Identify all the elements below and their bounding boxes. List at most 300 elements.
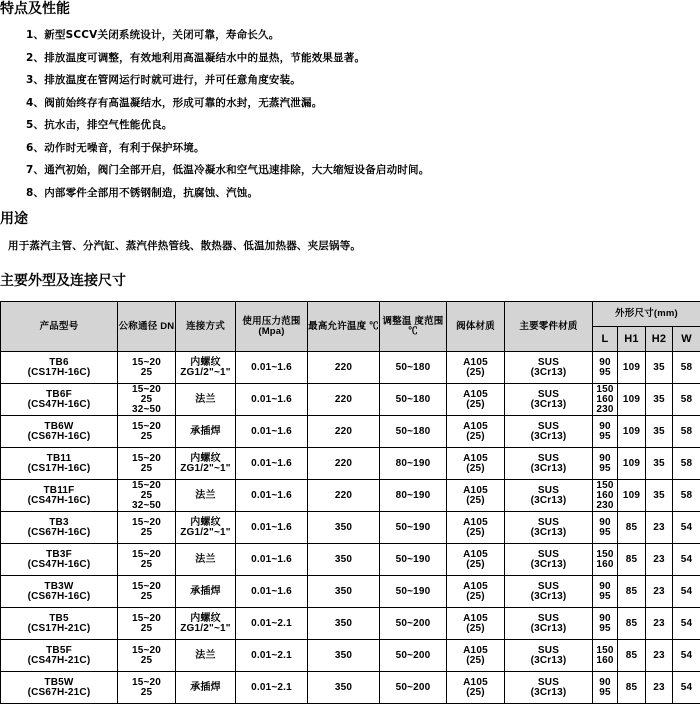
dn-cell-line: 25 (140, 430, 153, 442)
dn-cell-line: 15~20 (131, 612, 162, 624)
header-model: 产品型号 (1, 302, 118, 352)
parts-material-cell-line: SUS (537, 356, 560, 368)
l-cell-line: 95 (599, 526, 611, 538)
h1-cell: 109 (618, 416, 646, 448)
model-cell-line: TB3W (44, 580, 74, 592)
parts-material-cell-line: (3Cr13) (530, 462, 567, 474)
l-cell (593, 608, 618, 640)
feature-item: 6、动作时无噪音，有利于保护环境。 (26, 141, 205, 154)
body-material-cell (447, 352, 505, 384)
h2-cell: 35 (646, 352, 673, 384)
max-temp-cell: 350 (308, 640, 380, 672)
model-cell-line: (CS17H-16C) (27, 366, 91, 378)
parts-material-cell (505, 544, 593, 576)
adj-temp-cell: 50~190 (380, 512, 447, 544)
adj-temp-cell: 50~180 (380, 384, 447, 416)
max-temp-cell: 350 (308, 608, 380, 640)
w-cell: 58 (673, 416, 700, 448)
l-cell-line: 150 (596, 548, 614, 560)
parts-material-cell (505, 384, 593, 416)
model-cell (1, 416, 118, 448)
l-cell (593, 384, 618, 416)
parts-material-cell-line: (3Cr13) (530, 366, 567, 378)
connection-cell-line: 内螺纹 (190, 452, 221, 464)
dn-cell-line: 15~20 (131, 383, 162, 395)
pressure-cell: 0.01~2.1 (236, 672, 308, 704)
max-temp-cell: 350 (308, 672, 380, 704)
l-cell-line: 150 (596, 644, 614, 656)
dn-cell-line: 25 (140, 366, 153, 378)
model-cell-line: TB11 (46, 452, 72, 464)
max-temp-cell: 350 (308, 512, 380, 544)
l-cell-line: 90 (599, 356, 611, 368)
dn-cell (118, 576, 176, 608)
table-row (1, 640, 700, 672)
usage-title: 用途 (0, 211, 28, 227)
body-material-cell-line: (25) (466, 558, 485, 570)
header-parts-material: 主要零件材质 (505, 302, 593, 352)
body-material-cell-line: A105 (463, 676, 488, 688)
body-material-cell-line: A105 (463, 516, 488, 528)
model-cell-line: TB5F (46, 644, 72, 656)
dn-cell-line: 15~20 (131, 479, 162, 491)
parts-material-cell-line: (3Cr13) (530, 526, 567, 538)
h2-cell: 23 (646, 512, 673, 544)
l-cell-line: 95 (599, 622, 611, 634)
connection-cell (176, 640, 236, 672)
model-cell-line: (CS67H-16C) (27, 590, 91, 602)
model-cell-line: TB6W (44, 420, 74, 432)
model-cell-line: (CS47H-16C) (27, 494, 91, 506)
body-material-cell-line: (25) (466, 526, 485, 538)
body-material-cell (447, 672, 505, 704)
pressure-cell: 0.01~1.6 (236, 384, 308, 416)
body-material-cell (447, 384, 505, 416)
connection-cell (176, 544, 236, 576)
pressure-cell: 0.01~2.1 (236, 608, 308, 640)
connection-cell-line: ZG1/2"~1" (180, 526, 231, 538)
dn-cell (118, 608, 176, 640)
dn-cell-line: 15~20 (131, 356, 162, 368)
model-cell (1, 384, 118, 416)
connection-cell-line: 内螺纹 (190, 516, 221, 528)
header-adj-temp: 调整温 度范围 ℃ (380, 302, 447, 352)
body-material-cell-line: A105 (463, 644, 488, 656)
model-cell (1, 352, 118, 384)
w-cell: 58 (673, 384, 700, 416)
adj-temp-cell: 50~180 (380, 416, 447, 448)
dn-cell-line: 32~50 (131, 403, 162, 415)
spec-table (0, 301, 700, 704)
model-cell (1, 544, 118, 576)
body-material-cell-line: A105 (463, 612, 488, 624)
max-temp-cell: 220 (308, 448, 380, 480)
adj-temp-cell: 80~190 (380, 480, 447, 512)
connection-cell-line: ZG1/2"~1" (180, 462, 231, 474)
parts-material-cell-line: (3Cr13) (530, 622, 567, 634)
pressure-cell: 0.01~1.6 (236, 352, 308, 384)
h1-cell: 109 (618, 384, 646, 416)
spec-table-body (1, 352, 700, 704)
body-material-cell-line: (25) (466, 654, 485, 666)
feature-item: 3、排放温度在管网运行时就可进行，并可任意角度安装。 (26, 74, 302, 86)
model-cell-line: TB5W (44, 676, 74, 688)
feature-item: 4、阀前始终存有高温凝结水，形成可靠的水封，无蒸汽泄漏。 (26, 96, 323, 109)
dn-cell-line: 15~20 (131, 676, 162, 688)
pressure-cell: 0.01~1.6 (236, 480, 308, 512)
model-cell (1, 448, 118, 480)
model-cell-line: TB6 (49, 356, 69, 368)
l-cell-line: 230 (596, 499, 614, 511)
connection-cell-line: 法兰 (195, 489, 216, 501)
adj-temp-cell: 50~190 (380, 544, 447, 576)
body-material-cell-line: (25) (466, 366, 485, 378)
h2-cell: 35 (646, 384, 673, 416)
table-row (1, 544, 700, 576)
body-material-cell-line: A105 (463, 484, 488, 496)
parts-material-cell (505, 448, 593, 480)
connection-cell-line: 内螺纹 (190, 356, 221, 368)
adj-temp-cell: 50~200 (380, 608, 447, 640)
h2-cell: 35 (646, 480, 673, 512)
connection-cell-line: 法兰 (195, 553, 216, 565)
parts-material-cell-line: SUS (537, 484, 560, 496)
table-row (1, 576, 700, 608)
dn-cell-line: 25 (140, 686, 153, 698)
h2-cell: 23 (646, 544, 673, 576)
connection-cell (176, 512, 236, 544)
connection-cell (176, 672, 236, 704)
model-cell-line: (CS47H-16C) (27, 398, 91, 410)
w-cell: 54 (673, 640, 700, 672)
header-h1: H1 (618, 327, 646, 352)
dn-cell (118, 384, 176, 416)
table-row (1, 448, 700, 480)
model-cell (1, 608, 118, 640)
table-row (1, 608, 700, 640)
dn-cell-line: 15~20 (131, 452, 162, 464)
dn-cell-line: 15~20 (131, 420, 162, 432)
body-material-cell-line: A105 (463, 548, 488, 560)
l-cell-line: 95 (599, 462, 611, 474)
l-cell (593, 640, 618, 672)
h2-cell: 35 (646, 448, 673, 480)
connection-cell-line: 内螺纹 (190, 612, 221, 624)
parts-material-cell-line: (3Cr13) (530, 430, 567, 442)
l-cell-line: 95 (599, 686, 611, 698)
dn-cell (118, 480, 176, 512)
dn-cell-line: 15~20 (131, 548, 162, 560)
parts-material-cell-line: SUS (537, 388, 560, 400)
dn-cell (118, 448, 176, 480)
l-cell-line: 230 (596, 403, 614, 415)
h2-cell: 23 (646, 640, 673, 672)
max-temp-cell: 350 (308, 544, 380, 576)
w-cell: 54 (673, 512, 700, 544)
parts-material-cell-line: (3Cr13) (530, 654, 567, 666)
max-temp-cell: 350 (308, 576, 380, 608)
connection-cell-line: ZG1/2"~1" (180, 366, 231, 378)
model-cell (1, 480, 118, 512)
l-cell-line: 90 (599, 452, 611, 464)
dn-cell-line: 15~20 (131, 644, 162, 656)
parts-material-cell (505, 416, 593, 448)
connection-cell-line: 承插焊 (190, 425, 221, 437)
w-cell: 58 (673, 448, 700, 480)
body-material-cell-line: A105 (463, 388, 488, 400)
model-cell-line: TB11F (43, 484, 75, 496)
l-cell-line: 95 (599, 366, 611, 378)
connection-cell (176, 448, 236, 480)
l-cell (593, 576, 618, 608)
model-cell-line: TB3F (46, 548, 72, 560)
h2-cell: 35 (646, 416, 673, 448)
l-cell-line: 150 (596, 383, 614, 395)
table-row (1, 672, 700, 704)
body-material-cell (447, 512, 505, 544)
parts-material-cell-line: SUS (537, 644, 560, 656)
parts-material-cell-line: SUS (537, 580, 560, 592)
header-h2: H2 (646, 327, 673, 352)
model-cell-line: (CS67H-21C) (27, 686, 91, 698)
dn-cell-line: 25 (140, 462, 153, 474)
h1-cell: 85 (618, 544, 646, 576)
body-material-cell-line: A105 (463, 420, 488, 432)
header-dn: 公称通径 DN (118, 302, 176, 352)
model-cell-line: (CS47H-16C) (27, 558, 91, 570)
dn-cell (118, 512, 176, 544)
dn-cell-line: 25 (140, 622, 153, 634)
model-cell-line: TB3 (49, 516, 69, 528)
h2-cell: 23 (646, 608, 673, 640)
l-cell-line: 90 (599, 516, 611, 528)
parts-material-cell (505, 576, 593, 608)
l-cell (593, 448, 618, 480)
parts-material-cell-line: (3Cr13) (530, 558, 567, 570)
pressure-cell: 0.01~2.1 (236, 640, 308, 672)
max-temp-cell: 220 (308, 352, 380, 384)
parts-material-cell-line: SUS (537, 548, 560, 560)
connection-cell-line: ZG1/2"~1" (180, 622, 231, 634)
body-material-cell-line: (25) (466, 430, 485, 442)
dn-cell-line: 25 (140, 654, 153, 666)
adj-temp-cell: 50~180 (380, 352, 447, 384)
body-material-cell (447, 576, 505, 608)
h1-cell: 85 (618, 640, 646, 672)
dn-cell (118, 416, 176, 448)
dn-cell (118, 352, 176, 384)
h1-cell: 85 (618, 608, 646, 640)
connection-cell (176, 576, 236, 608)
connection-cell (176, 416, 236, 448)
w-cell: 54 (673, 544, 700, 576)
parts-material-cell (505, 608, 593, 640)
feature-item: 2、排放温度可调整，有效地利用高温凝结水中的显热，节能效果显著。 (26, 51, 366, 64)
model-cell-line: (CS47H-21C) (27, 654, 91, 666)
table-row (1, 512, 700, 544)
h1-cell: 109 (618, 480, 646, 512)
l-cell-line: 90 (599, 612, 611, 624)
l-cell (593, 672, 618, 704)
body-material-cell-line: A105 (463, 452, 488, 464)
l-cell-line: 90 (599, 420, 611, 432)
pressure-cell: 0.01~1.6 (236, 576, 308, 608)
max-temp-cell: 220 (308, 416, 380, 448)
dn-cell (118, 544, 176, 576)
body-material-cell-line: (25) (466, 686, 485, 698)
h2-cell: 23 (646, 576, 673, 608)
table-row (1, 416, 700, 448)
features-title: 特点及性能 (0, 1, 70, 17)
body-material-cell (447, 544, 505, 576)
w-cell: 54 (673, 672, 700, 704)
header-dims: 外形尺寸(mm) (593, 302, 700, 327)
l-cell (593, 512, 618, 544)
h1-cell: 109 (618, 352, 646, 384)
l-cell (593, 480, 618, 512)
connection-cell-line: 法兰 (195, 649, 216, 661)
parts-material-cell (505, 672, 593, 704)
l-cell-line: 160 (596, 393, 614, 405)
connection-cell-line: 法兰 (195, 393, 216, 405)
table-row (1, 384, 700, 416)
l-cell-line: 160 (596, 489, 614, 501)
header-body-material: 阀体材质 (447, 302, 505, 352)
features-list (26, 24, 429, 204)
body-material-cell-line: (25) (466, 494, 485, 506)
model-cell-line: TB6F (46, 388, 72, 400)
dn-cell-line: 25 (140, 393, 153, 405)
l-cell-line: 95 (599, 590, 611, 602)
l-cell-line: 160 (596, 654, 614, 666)
w-cell: 58 (673, 480, 700, 512)
header-l: L (593, 327, 618, 352)
parts-material-cell-line: (3Cr13) (530, 494, 567, 506)
parts-material-cell (505, 512, 593, 544)
feature-item: 1、新型SCCV关闭系统设计，关闭可靠，寿命长久。 (26, 29, 280, 41)
parts-material-cell-line: (3Cr13) (530, 590, 567, 602)
max-temp-cell: 220 (308, 384, 380, 416)
dn-cell (118, 640, 176, 672)
connection-cell (176, 480, 236, 512)
connection-cell (176, 384, 236, 416)
parts-material-cell-line: (3Cr13) (530, 398, 567, 410)
dn-cell-line: 15~20 (131, 516, 162, 528)
l-cell-line: 160 (596, 558, 614, 570)
parts-material-cell-line: SUS (537, 516, 560, 528)
dn-cell (118, 672, 176, 704)
h2-cell: 23 (646, 672, 673, 704)
body-material-cell (447, 480, 505, 512)
connection-cell (176, 352, 236, 384)
pressure-cell: 0.01~1.6 (236, 512, 308, 544)
parts-material-cell-line: SUS (537, 420, 560, 432)
dn-cell-line: 25 (140, 558, 153, 570)
model-cell (1, 576, 118, 608)
model-cell (1, 640, 118, 672)
pressure-cell: 0.01~1.6 (236, 448, 308, 480)
connection-cell-line: 承插焊 (190, 585, 221, 597)
w-cell: 54 (673, 576, 700, 608)
dn-cell-line: 25 (140, 590, 153, 602)
h1-cell: 85 (618, 576, 646, 608)
w-cell: 58 (673, 352, 700, 384)
parts-material-cell (505, 480, 593, 512)
parts-material-cell-line: (3Cr13) (530, 686, 567, 698)
feature-item: 8、内部零件全部用不锈钢制造，抗腐蚀、汽蚀。 (26, 186, 259, 199)
body-material-cell (447, 448, 505, 480)
body-material-cell-line: (25) (466, 462, 485, 474)
model-cell-line: (CS17H-21C) (27, 622, 91, 634)
l-cell (593, 416, 618, 448)
adj-temp-cell: 50~200 (380, 672, 447, 704)
l-cell-line: 90 (599, 580, 611, 592)
feature-item: 7、通汽初始，阀门全部开启，低温冷凝水和空气迅速排除，大大缩短设备启动时间。 (26, 164, 430, 176)
body-material-cell-line: (25) (466, 622, 485, 634)
feature-item: 5、抗水击，排空气性能优良。 (26, 119, 173, 131)
dn-cell-line: 25 (140, 526, 153, 538)
usage-text: 用于蒸汽主管、分汽缸、蒸汽伴热管线、散热器、低温加热器、夹层锅等。 (8, 240, 362, 252)
model-cell-line: (CS67H-16C) (27, 430, 91, 442)
adj-temp-cell: 50~200 (380, 640, 447, 672)
adj-temp-cell: 50~190 (380, 576, 447, 608)
model-cell-line: (CS17H-16C) (27, 462, 91, 474)
max-temp-cell: 220 (308, 480, 380, 512)
w-cell: 54 (673, 608, 700, 640)
dn-cell-line: 15~20 (131, 580, 162, 592)
header-connection: 连接方式 (176, 302, 236, 352)
header-max-temp: 最高允许温度 ℃ (308, 302, 380, 352)
h1-cell: 85 (618, 672, 646, 704)
body-material-cell-line: (25) (466, 398, 485, 410)
h1-cell: 109 (618, 448, 646, 480)
dn-cell-line: 32~50 (131, 499, 162, 511)
parts-material-cell-line: SUS (537, 612, 560, 624)
adj-temp-cell: 80~190 (380, 448, 447, 480)
parts-material-cell (505, 352, 593, 384)
body-material-cell (447, 640, 505, 672)
table-row (1, 480, 700, 512)
header-w: W (673, 327, 700, 352)
l-cell (593, 352, 618, 384)
l-cell-line: 95 (599, 430, 611, 442)
parts-material-cell (505, 640, 593, 672)
model-cell (1, 512, 118, 544)
body-material-cell (447, 416, 505, 448)
l-cell-line: 150 (596, 479, 614, 491)
pressure-cell: 0.01~1.6 (236, 544, 308, 576)
model-cell-line: (CS67H-16C) (27, 526, 91, 538)
connection-cell-line: 承插焊 (190, 681, 221, 693)
body-material-cell-line: (25) (466, 590, 485, 602)
body-material-cell-line: A105 (463, 356, 488, 368)
body-material-cell-line: A105 (463, 580, 488, 592)
table-row (1, 352, 700, 384)
model-cell-line: TB5 (49, 612, 69, 624)
h1-cell: 85 (618, 512, 646, 544)
dn-cell-line: 25 (140, 489, 153, 501)
parts-material-cell-line: SUS (537, 676, 560, 688)
connection-cell (176, 608, 236, 640)
pressure-cell: 0.01~1.6 (236, 416, 308, 448)
l-cell (593, 544, 618, 576)
specs-title: 主要外型及连接尺寸 (0, 273, 126, 289)
parts-material-cell-line: SUS (537, 452, 560, 464)
header-pressure: 使用压力范围 (Mpa) (236, 302, 308, 352)
l-cell-line: 90 (599, 676, 611, 688)
body-material-cell (447, 608, 505, 640)
model-cell (1, 672, 118, 704)
